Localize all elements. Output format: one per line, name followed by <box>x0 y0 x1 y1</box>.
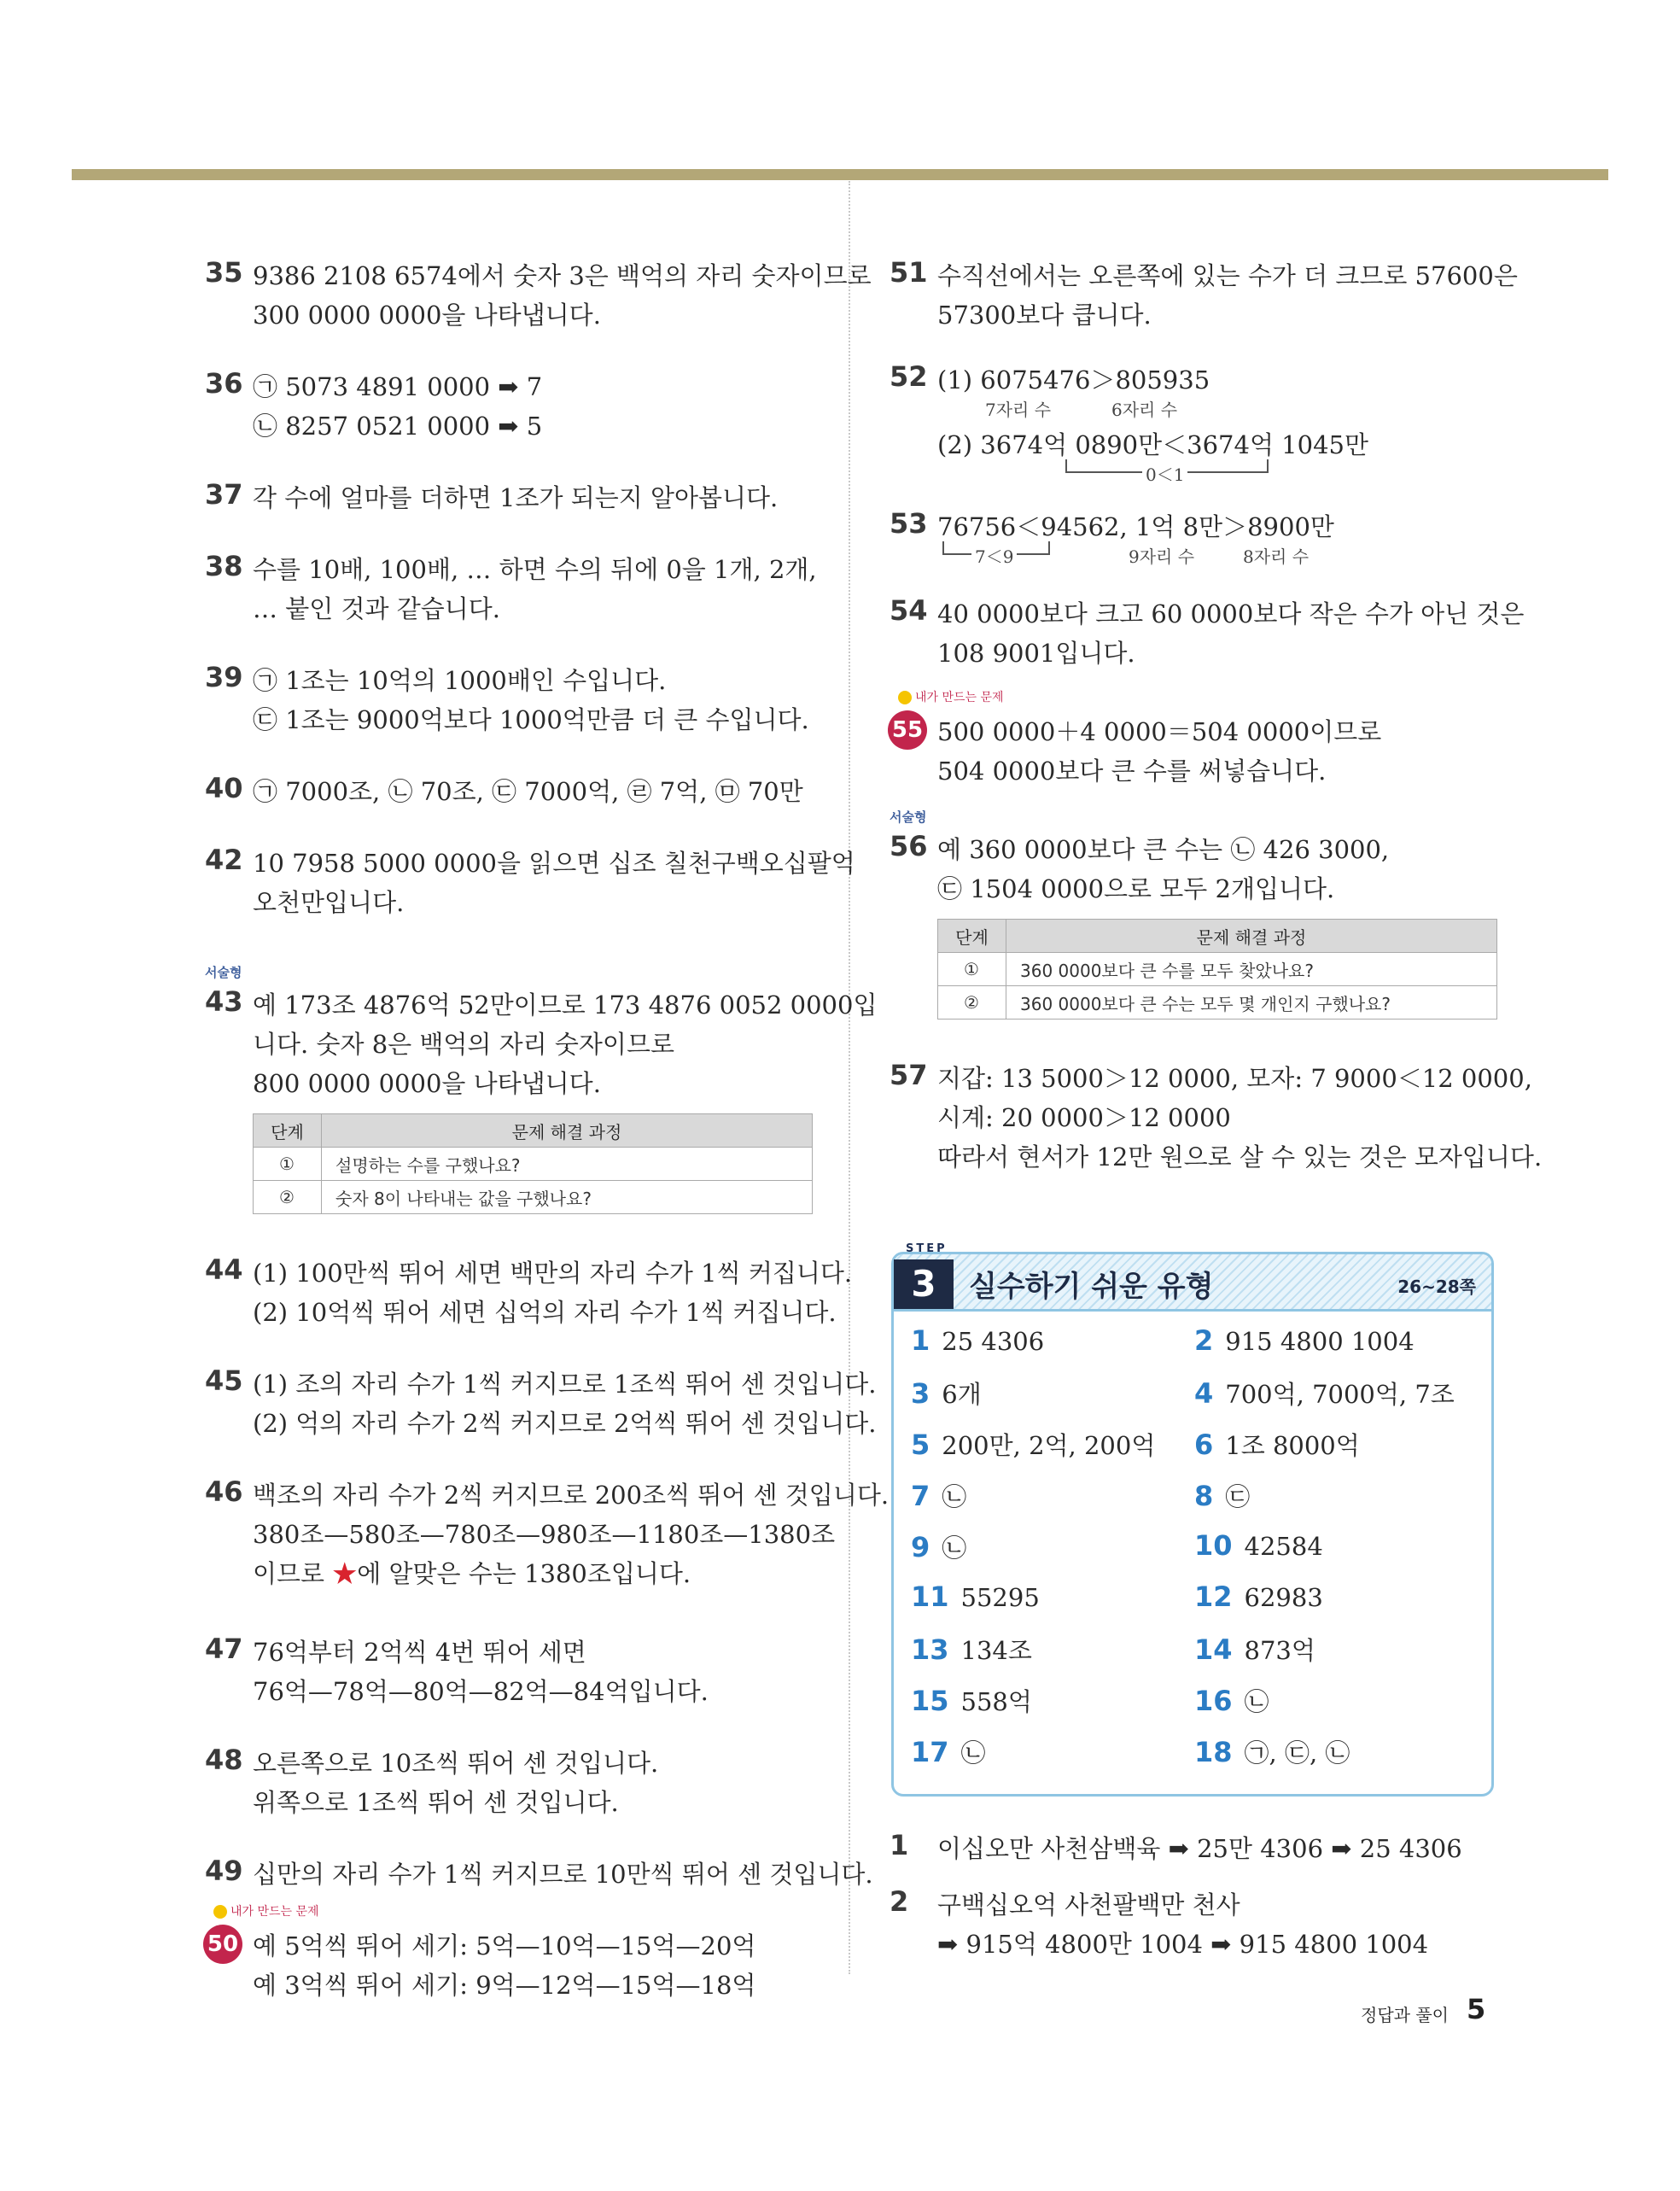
answer-number: 8 <box>1194 1480 1214 1512</box>
item-number: 45 <box>205 1364 243 1397</box>
answer-cell <box>1194 1734 1467 1777</box>
answer-item-47 <box>205 1633 820 1711</box>
answer-line: 각 수에 얼마를 더하면 1조가 되는지 알아봅니다. <box>253 483 779 512</box>
answer-cell <box>911 1376 1184 1418</box>
scoring-table <box>937 919 1497 1020</box>
item-number: 40 <box>205 772 243 804</box>
answer-number: 1 <box>911 1324 930 1357</box>
answer-number: 16 <box>1194 1685 1233 1717</box>
answer-item-2 <box>890 1885 1504 1964</box>
answer-item-36 <box>205 367 820 446</box>
annotation: 7＜9 <box>971 543 1017 568</box>
answer-item-56 <box>890 809 1504 1020</box>
answer-item-42 <box>205 844 855 922</box>
answer-line: 위쪽으로 1조씩 뛰어 센 것입니다. <box>253 1788 619 1817</box>
table-header-process: 문제 해결 과정 <box>1006 920 1497 953</box>
item-number: 1 <box>890 1829 909 1861</box>
answer-number: 9 <box>911 1531 930 1563</box>
answer-line: 오천만입니다. <box>253 888 405 917</box>
item-number: 43 <box>205 985 243 1018</box>
answer-cell <box>911 1580 1184 1623</box>
answer-item-49 <box>205 1855 873 1894</box>
answer-line: (1) 조의 자리 수가 1씩 커지므로 1조씩 뛰어 센 것입니다. <box>253 1370 877 1399</box>
answer-line: 800 0000 0000을 나타냅니다. <box>253 1069 601 1098</box>
answer-line: ㉢ 1조는 9000억보다 1000억만큼 더 큰 수입니다. <box>253 705 809 734</box>
item-number-badge: 50 <box>203 1925 242 1964</box>
answer-value: 134조 <box>960 1636 1032 1665</box>
page-range: 26~28쪽 <box>1397 1277 1476 1297</box>
item-number: 39 <box>205 661 243 693</box>
table-header-step: 단계 <box>938 920 1006 953</box>
answer-line: ㉡ 8257 0521 0000 ➡ 5 <box>253 412 543 441</box>
answer-value: 200만, 2억, 200억 <box>942 1431 1156 1460</box>
answer-value: 1조 8000억 <box>1225 1431 1360 1460</box>
answer-number: 18 <box>1194 1736 1233 1768</box>
answer-value: ㉡ <box>942 1534 967 1563</box>
answer-item-55 <box>890 691 1504 791</box>
table-row: ② 숫자 8이 나타내는 값을 구했나요? <box>254 1181 813 1214</box>
answer-line: ㉢ 1504 0000으로 모두 2개입니다. <box>937 874 1335 903</box>
item-number: 2 <box>890 1885 909 1918</box>
answer-line: (1) 6075476＞805935 <box>937 365 1210 394</box>
table-header-step: 단계 <box>254 1114 322 1148</box>
answer-line: ㉠ 5073 4891 0000 ➡ 7 <box>253 372 543 401</box>
answer-cell <box>1194 1580 1467 1623</box>
answer-line: 380조—580조—780조—980조—1180조—1380조 <box>253 1520 836 1549</box>
answer-line: 예 173조 4876억 52만이므로 173 4876 0052 0000입 <box>253 990 878 1020</box>
item-number: 38 <box>205 550 243 582</box>
answer-line: 300 0000 0000을 나타냅니다. <box>253 301 601 330</box>
answer-cell <box>1194 1478 1467 1521</box>
item-number: 52 <box>890 360 928 393</box>
answer-number: 2 <box>1194 1324 1214 1357</box>
item-number: 42 <box>205 844 243 876</box>
answer-value: 42584 <box>1244 1532 1323 1561</box>
smile-icon <box>213 1905 227 1919</box>
answer-line: (2) 3674억 0890만＜3674억 1045만 <box>937 430 1369 459</box>
my-problem-tag: 내가 만드는 문제 <box>898 688 1004 705</box>
table-row: ② 360 0000보다 큰 수는 모두 몇 개인지 구했나요? <box>938 986 1497 1020</box>
answer-item-40 <box>205 772 820 811</box>
answer-item-1 <box>890 1829 1504 1868</box>
answer-item-48 <box>205 1744 820 1822</box>
answer-number: 14 <box>1194 1633 1233 1666</box>
answer-line: 500 0000＋4 0000＝504 0000이므로 <box>937 717 1382 746</box>
step3-explanations <box>890 1829 1504 1981</box>
answer-line: 57300보다 큽니다. <box>937 301 1152 330</box>
answer-line: ㉠ 7000조, ㉡ 70조, ㉢ 7000억, ㉣ 7억, ㉤ 70만 <box>253 777 803 806</box>
answer-value: 25 4306 <box>942 1327 1045 1356</box>
answer-value: 62983 <box>1244 1583 1323 1612</box>
box-header <box>894 1242 1491 1312</box>
annotation: 8자리 수 <box>1243 546 1310 567</box>
answer-cell <box>1194 1529 1467 1572</box>
answer-item-38 <box>205 550 820 628</box>
footer-label: 정답과 풀이 <box>1361 2005 1449 2025</box>
answer-value: ㉡ <box>942 1482 967 1511</box>
answer-line: 예 5억씩 뛰어 세기: 5억—10억—15억—20억 <box>253 1931 756 1960</box>
item-number: 54 <box>890 594 928 627</box>
answer-number: 6 <box>1194 1429 1214 1461</box>
header-rule <box>72 169 1608 180</box>
answer-item-50 <box>205 1905 820 2005</box>
star-icon: ★ <box>332 1559 358 1588</box>
answer-line: 십만의 자리 수가 1씩 커지므로 10만씩 뛰어 센 것입니다. <box>253 1860 873 1889</box>
answer-value: 915 4800 1004 <box>1225 1327 1415 1356</box>
answer-number: 4 <box>1194 1377 1214 1410</box>
answer-cell <box>1194 1427 1467 1469</box>
annotation: 9자리 수 <box>1129 546 1195 567</box>
item-number: 51 <box>890 256 928 289</box>
answer-number: 10 <box>1194 1529 1233 1562</box>
answer-value: 55295 <box>960 1583 1040 1612</box>
answer-line: 504 0000보다 큰 수를 써넣습니다. <box>937 757 1327 786</box>
answer-number: 13 <box>911 1633 949 1666</box>
answer-line: 이므로 ★에 알맞은 수는 1380조입니다. <box>253 1559 691 1588</box>
table-header-process: 문제 해결 과정 <box>322 1114 813 1148</box>
left-column <box>205 256 890 2044</box>
answer-line: 이십오만 사천삼백육 ➡ 25만 4306 ➡ 25 4306 <box>937 1834 1462 1863</box>
item-number: 56 <box>890 830 928 862</box>
answer-line: 백조의 자리 수가 2씩 커지므로 200조씩 뛰어 센 것입니다. <box>253 1481 890 1510</box>
table-row: ① 설명하는 수를 구했나요? <box>254 1148 813 1181</box>
answer-value: 873억 <box>1244 1636 1315 1665</box>
right-column <box>890 256 1543 1216</box>
answer-cell <box>1194 1683 1467 1726</box>
answer-cell <box>911 1683 1184 1726</box>
descriptive-tag: 서술형 <box>890 809 927 825</box>
answer-value: ㉡ <box>960 1738 986 1767</box>
answer-value: ㉢ <box>1225 1482 1251 1511</box>
answer-line: 108 9001입니다. <box>937 639 1135 668</box>
answer-line: 니다. 숫자 8은 백억의 자리 숫자이므로 <box>253 1030 674 1059</box>
step-number: 3 <box>894 1259 954 1309</box>
answer-line: (2) 10억씩 뛰어 세면 십억의 자리 수가 1씩 커집니다. <box>253 1298 837 1327</box>
answer-line: 10 7958 5000 0000을 읽으면 십조 칠천구백오십팔억 <box>253 849 855 878</box>
item-number: 53 <box>890 507 928 540</box>
answer-item-46 <box>205 1475 890 1593</box>
table-row: ① 360 0000보다 큰 수를 모두 찾았나요? <box>938 953 1497 986</box>
answer-item-37 <box>205 478 820 517</box>
answer-cell <box>911 1632 1184 1674</box>
answer-line: 40 0000보다 크고 60 0000보다 작은 수가 아닌 것은 <box>937 599 1525 628</box>
answer-cell <box>911 1529 1184 1572</box>
answer-line: … 붙인 것과 같습니다. <box>253 594 500 623</box>
answer-item-35 <box>205 256 872 335</box>
answer-number: 3 <box>911 1377 930 1410</box>
item-number: 37 <box>205 478 243 511</box>
answer-value: 700억, 7000억, 7조 <box>1225 1380 1455 1409</box>
answer-line: 오른쪽으로 10조씩 뛰어 센 것입니다. <box>253 1749 659 1778</box>
annotation: 0＜1 <box>1142 461 1187 486</box>
item-number-badge: 55 <box>888 710 927 750</box>
page-number: 5 <box>1467 1993 1486 2025</box>
answer-value: 6개 <box>942 1380 982 1409</box>
item-number: 35 <box>205 256 243 289</box>
answer-item-52 <box>890 360 1504 490</box>
answer-value: 558억 <box>960 1687 1032 1716</box>
scoring-table <box>253 1113 813 1214</box>
answer-line: 시계: 20 0000＞12 0000 <box>937 1103 1231 1132</box>
item-number: 47 <box>205 1633 243 1665</box>
answer-line: 9386 2108 6574에서 숫자 3은 백억의 자리 숫자이므로 <box>253 261 872 290</box>
answer-value: ㉠, ㉢, ㉡ <box>1244 1738 1350 1767</box>
answer-line: 수직선에서는 오른쪽에 있는 수가 더 크므로 57600은 <box>937 261 1518 290</box>
answer-number: 11 <box>911 1580 949 1613</box>
answer-line: (1) 100만씩 뛰어 세면 백만의 자리 수가 1씩 커집니다. <box>253 1259 853 1288</box>
answer-item-43 <box>205 965 878 1214</box>
column-divider <box>849 181 850 1974</box>
answer-item-57 <box>890 1059 1543 1177</box>
answer-cell <box>911 1427 1184 1469</box>
item-number: 57 <box>890 1059 928 1091</box>
answer-line: 예 3억씩 뛰어 세기: 9억—12억—15억—18억 <box>253 1971 756 2000</box>
answer-number: 17 <box>911 1736 949 1768</box>
step-label: STEP <box>906 1242 948 1255</box>
answer-line: 76억—78억—80억—82억—84억입니다. <box>253 1677 709 1706</box>
answer-item-44 <box>205 1253 853 1332</box>
answer-item-53 <box>890 507 1504 572</box>
answer-number: 12 <box>1194 1580 1233 1613</box>
answer-line: 따라서 현서가 12만 원으로 살 수 있는 것은 모자입니다. <box>937 1142 1543 1171</box>
answer-number: 5 <box>911 1429 930 1461</box>
my-problem-tag: 내가 만드는 문제 <box>213 1902 319 1919</box>
answer-cell <box>911 1478 1184 1521</box>
answer-value: ㉡ <box>1244 1687 1269 1716</box>
answer-cell <box>911 1734 1184 1777</box>
answer-cell <box>1194 1324 1467 1367</box>
answer-line: ➡ 915억 4800만 1004 ➡ 915 4800 1004 <box>937 1930 1429 1959</box>
annotation: 7자리 수 <box>985 400 1052 420</box>
answer-cell <box>911 1324 1184 1367</box>
answer-item-51 <box>890 256 1518 335</box>
step3-answer-box <box>891 1242 1494 1797</box>
answer-line: 76756＜94562, 1억 8만＞8900만 <box>937 512 1334 541</box>
item-number: 46 <box>205 1475 243 1508</box>
answer-number: 15 <box>911 1685 949 1717</box>
answer-item-39 <box>205 661 820 739</box>
answer-line: 예 360 0000보다 큰 수는 ㉡ 426 3000, <box>937 835 1390 864</box>
item-number: 36 <box>205 367 243 400</box>
answer-number: 7 <box>911 1480 930 1512</box>
answer-line: 지갑: 13 5000＞12 0000, 모자: 7 9000＜12 0000, <box>937 1064 1532 1093</box>
answer-item-54 <box>890 594 1525 673</box>
answer-line: 구백십오억 사천팔백만 천사 <box>937 1890 1240 1919</box>
answer-item-45 <box>205 1364 877 1443</box>
answer-line: 76억부터 2억씩 4번 뛰어 세면 <box>253 1638 586 1667</box>
annotation: 6자리 수 <box>1111 400 1178 420</box>
item-number: 49 <box>205 1855 243 1887</box>
smile-icon <box>898 691 912 704</box>
item-number: 44 <box>205 1253 243 1286</box>
item-number: 48 <box>205 1744 243 1776</box>
answer-cell <box>1194 1632 1467 1674</box>
answer-line: (2) 억의 자리 수가 2씩 커지므로 2억씩 뛰어 센 것입니다. <box>253 1409 877 1438</box>
answer-line: ㉠ 1조는 10억의 1000배인 수입니다. <box>253 666 667 695</box>
answer-cell <box>1194 1376 1467 1418</box>
box-title: 실수하기 쉬운 유형 <box>969 1270 1214 1304</box>
answer-line: 수를 10배, 100배, … 하면 수의 뒤에 0을 1개, 2개, <box>253 555 817 584</box>
descriptive-tag: 서술형 <box>205 965 242 980</box>
